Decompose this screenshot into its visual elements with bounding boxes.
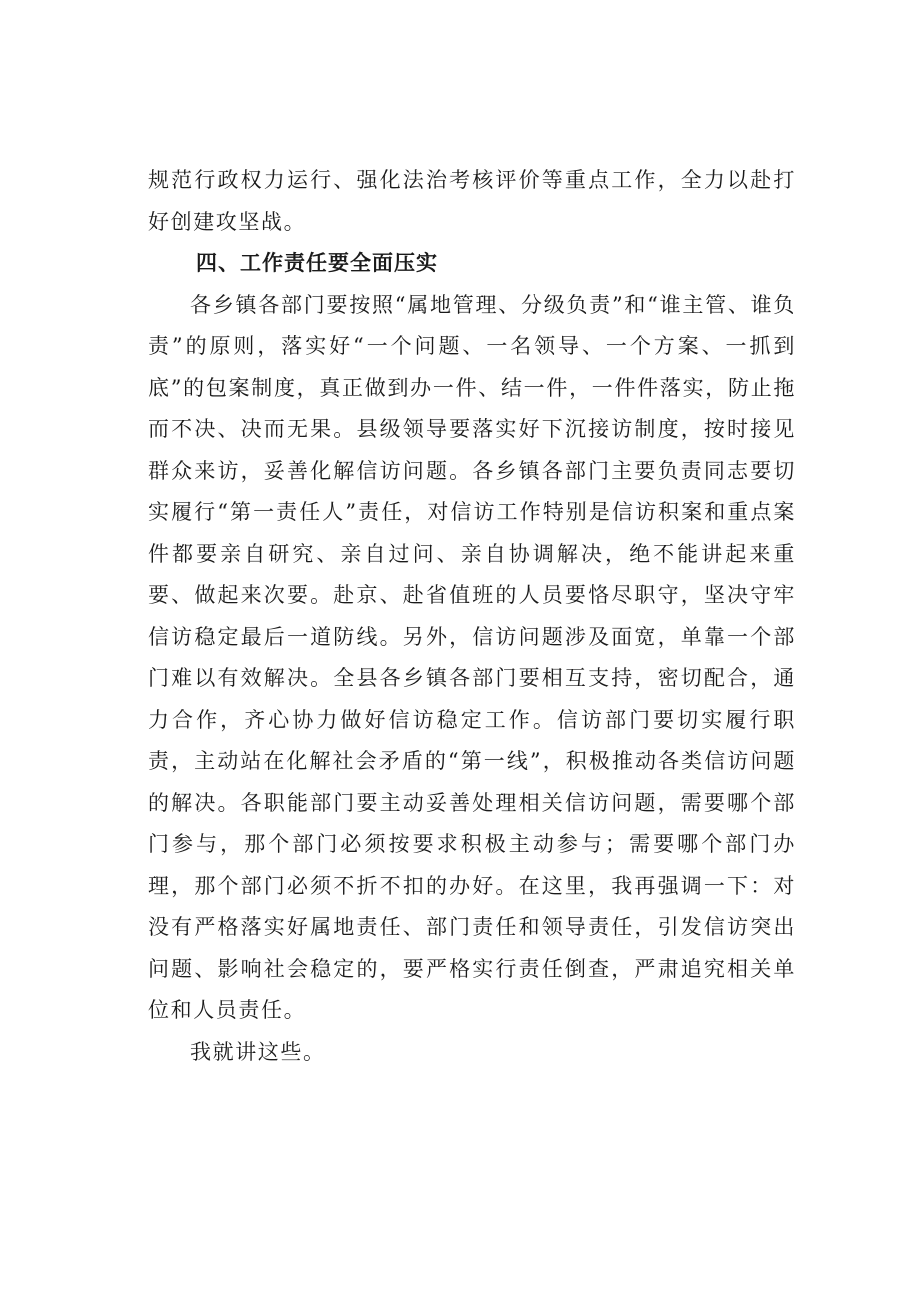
paragraph-continued: 规范行政权力运行、强化法治考核评价等重点工作，全力以赴打好创建攻坚战。 [148,168,796,234]
section-heading: 四、工作责任要全面压实 [196,251,438,275]
paragraph-closing: 我就讲这些。 [190,1039,326,1064]
document-body [148,160,796,1073]
paragraph-responsibility: 各乡镇各部门要按照“属地管理、分级负责”和“谁主管、谁负责”的原则，落实好“一个问题、一名领导、一个方案、一抓到底”的包案制度，真正做到办一件、结一件，一件件落实，防止拖而不决、决而无果。县级领导要落实好下沉接访制度，按时接见群众来访，妥善化解信访问题。各乡镇各部门主要负责同志要切实履行“第一责任人”责任，对信访工作特别是信访积案和重点案件都要亲自研究、亲自过问、亲自协调解决，绝不能讲起来重要、做起来次要。赴京、赴省值班的人员要恪尽职守，坚决守牢信访稳定最后一道防线。另外，信访问题涉及面宽，单靠一个部门难以有效解决。全县各乡镇各部门要相互支持，密切配合，通力合作，齐心协力做好信访稳定工作。信访部门要切实履行职责，主动站在化解社会矛盾的“第一线”，积极推动各类信访问题的解决。各职能部门要主动妥善处理相关信访问题，需要哪个部门参与，那个部门必须按要求积极主动参与；需要哪个部门办理，那个部门必须不折不扣的办好。在这里，我再强调一下：对没有严格落实好属地责任、部门责任和领导责任，引发信访突出问题、影响社会稳定的，要严格实行责任倒查，严肃追究相关单位和人员责任。 [148,292,796,1022]
